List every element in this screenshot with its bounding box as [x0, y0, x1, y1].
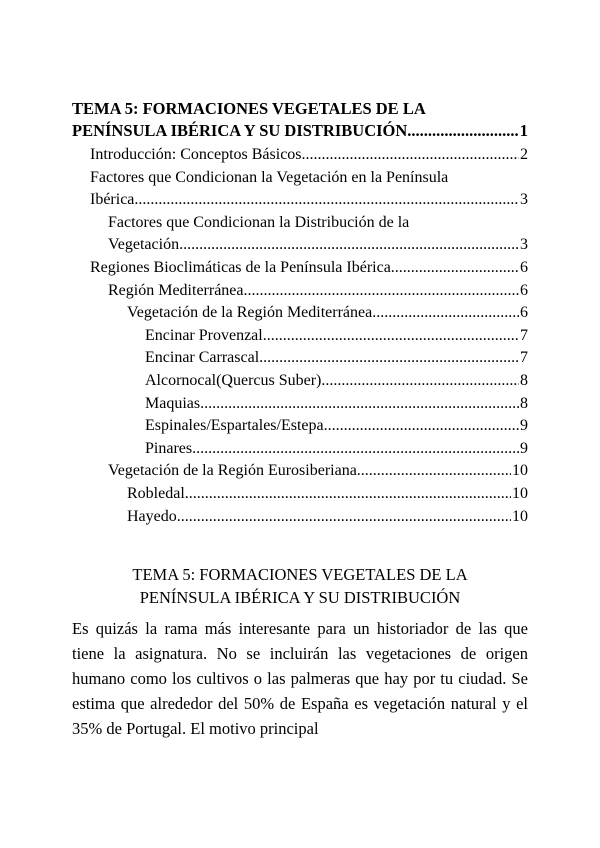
dot-leader	[179, 234, 519, 257]
toc-page-number: 1	[519, 121, 528, 140]
body-paragraph	[72, 616, 528, 741]
toc-entry-label: Vegetación de la Región Mediterránea	[127, 304, 373, 322]
dot-leader	[244, 280, 520, 303]
toc-entry-introduccion[interactable]	[90, 144, 528, 167]
toc-page-number: 8	[520, 394, 528, 412]
dot-leader	[372, 302, 519, 325]
toc-entry-factores[interactable]	[90, 167, 528, 212]
toc-entry-factores-distribucion-line2: Vegetación	[108, 236, 180, 254]
dot-leader	[391, 257, 519, 280]
toc-page-number: 6	[520, 281, 528, 299]
toc-entry-label: Región Mediterránea	[108, 281, 244, 299]
toc-entry-encinar-carrascal[interactable]	[145, 347, 528, 370]
toc-page-number: 10	[512, 462, 528, 480]
toc-entry-label: Hayedo	[127, 507, 177, 525]
toc-page-number: 3	[520, 236, 528, 254]
toc-entry-factores-distribucion[interactable]	[108, 212, 528, 257]
toc-page-number: 10	[512, 507, 528, 525]
toc-entry-label: Espinales/Espartales/Estepa	[145, 417, 324, 435]
toc-entry-label: Pinares	[145, 439, 193, 457]
toc-entry-tema5-line2: PENÍNSULA IBÉRICA Y SU DISTRIBUCIÓN	[72, 121, 408, 140]
toc-entry-factores-line1: Factores que Condicionan la Vegetación en la Península	[90, 168, 449, 186]
toc-page-number: 7	[520, 326, 528, 344]
dot-leader	[407, 120, 518, 142]
dot-leader	[302, 144, 519, 167]
section-title	[72, 563, 528, 609]
dot-leader	[134, 189, 519, 212]
toc-entry-label: Encinar Provenzal	[145, 326, 263, 344]
toc-entry-factores-distribucion-line1: Factores que Condicionan la Distribución de la	[108, 213, 410, 231]
toc-entry-label: Vegetación de la Región Eurosiberiana	[108, 462, 357, 480]
toc-entry-label: Alcornocal(Quercus Suber)	[145, 371, 322, 389]
section-title-line2: PENÍNSULA IBÉRICA Y SU DISTRIBUCIÓN	[139, 588, 461, 607]
dot-leader	[185, 483, 511, 506]
table-of-contents	[72, 98, 528, 528]
toc-entry-eurosiberiana[interactable]	[108, 460, 528, 483]
toc-page-number: 10	[512, 484, 528, 502]
toc-entry-tema5-line1: TEMA 5: FORMACIONES VEGETALES DE LA	[72, 99, 426, 118]
toc-page-number: 6	[520, 304, 528, 322]
toc-entry-tema5[interactable]	[72, 98, 528, 142]
toc-page-number: 7	[520, 349, 528, 367]
dot-leader	[192, 438, 519, 461]
body-paragraph-last-line: El motivo principal	[190, 719, 319, 738]
toc-page-number: 2	[520, 146, 528, 163]
toc-entry-alcornocal[interactable]	[145, 370, 528, 393]
toc-entry-regiones[interactable]	[90, 257, 528, 280]
dot-leader	[263, 325, 519, 348]
toc-entry-label: Maquias	[145, 394, 201, 412]
dot-leader	[357, 460, 511, 483]
toc-entry-hayedo[interactable]	[127, 506, 528, 529]
body-paragraph-text: Es quizás la rama más interesante para un historiador de las que tiene la asignatura. No se incluirán las vegetaciones de origen humano como los cultivos o las palmeras que hay por tu ciudad. Se estima que alrededor del 50% de España es vegetación natural y el 35% de Portugal.	[72, 619, 528, 738]
toc-entry-factores-line2: Ibérica	[90, 191, 135, 209]
toc-entry-vegetacion-mediterranea[interactable]	[127, 302, 528, 325]
toc-entry-label: Encinar Carrascal	[145, 349, 260, 367]
toc-page-number: 9	[520, 417, 528, 435]
dot-leader	[200, 393, 519, 416]
toc-page-number: 6	[520, 258, 528, 276]
dot-leader	[259, 347, 519, 370]
dot-leader	[321, 370, 519, 393]
toc-page-number: 8	[520, 371, 528, 389]
toc-entry-encinar-provenzal[interactable]	[145, 325, 528, 348]
toc-entry-label: Regiones Bioclimáticas de la Península Ibérica	[90, 258, 391, 276]
section-title-line1: TEMA 5: FORMACIONES VEGETALES DE LA	[132, 565, 468, 584]
toc-entry-robledal[interactable]	[127, 483, 528, 506]
toc-entry-espinales[interactable]	[145, 415, 528, 438]
toc-entry-pinares[interactable]	[145, 438, 528, 461]
toc-page-number: 3	[520, 191, 528, 209]
toc-entry-label: Robledal	[127, 484, 185, 502]
toc-entry-mediterranea[interactable]	[108, 280, 528, 303]
toc-page-number: 9	[520, 439, 528, 457]
dot-leader	[324, 415, 519, 438]
toc-entry-maquias[interactable]	[145, 393, 528, 416]
dot-leader	[177, 506, 511, 529]
toc-entry-label: Introducción: Conceptos Básicos	[90, 146, 302, 163]
